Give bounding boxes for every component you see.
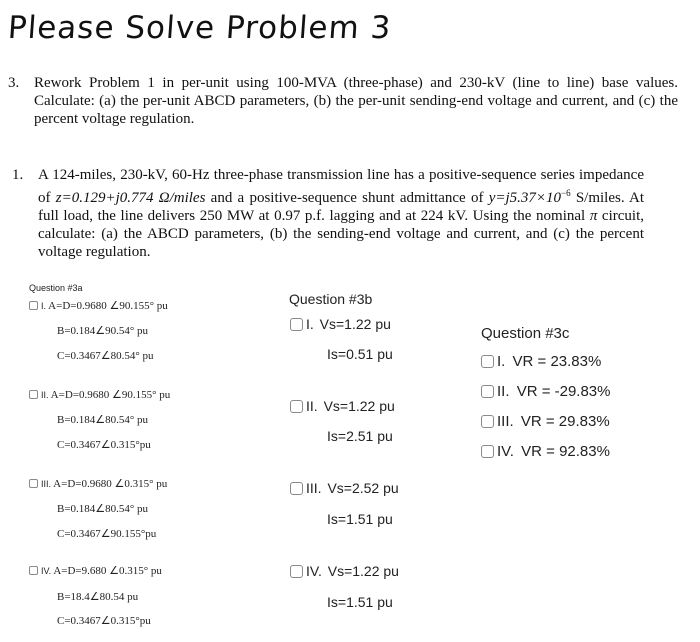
q3c-option-4-text: VR = 92.83% xyxy=(521,443,610,460)
q3a-option-2-label: II. xyxy=(41,390,49,400)
q3b-option-4[interactable] xyxy=(290,563,399,579)
q3a-option-1-line-c: C=0.3467∠80.54° pu xyxy=(57,350,154,362)
q3c-option-4-checkbox[interactable] xyxy=(481,445,494,458)
q3a-option-4-checkbox[interactable] xyxy=(29,566,38,575)
q3a-option-1[interactable] xyxy=(29,299,168,312)
problem-1-text xyxy=(38,166,644,261)
problem-1-text-d: circuit, calculate: (a) the ABCD parameters, (b) the sending-end voltage and current, and (c) the percent voltage regulation. xyxy=(38,208,644,260)
q3b-option-4-vs: Vs=1.22 pu xyxy=(327,563,399,579)
q3c-option-3-text: VR = 29.83% xyxy=(520,413,610,430)
q3c-option-4[interactable] xyxy=(481,443,610,460)
handwritten-title: Please Solve Problem 3 xyxy=(6,10,393,46)
q3b-option-1-label: I. xyxy=(306,316,314,332)
q3a-option-2-line-a: A=D=0.9680 ∠90.155° pu xyxy=(50,389,171,401)
q3a-option-2-line-b: B=0.184∠80.54° pu xyxy=(57,414,149,426)
q3b-option-3-vs: Vs=2.52 pu xyxy=(327,480,399,496)
problem-3-text: Rework Problem 1 in per-unit using 100-MVA (three-phase) and 230-kV (line to line) base values. Calculate: (a) the per-unit ABCD parameters, (b) the per-unit sending-end voltage and current, and (c) the percent voltage regulation. xyxy=(34,75,678,127)
q3a-option-1-label: I. xyxy=(41,301,47,311)
q3c-option-1[interactable] xyxy=(481,353,601,370)
q3a-option-2[interactable] xyxy=(29,388,170,401)
problem-1 xyxy=(12,166,645,260)
q3c-option-2-label: II. xyxy=(497,383,510,400)
q3b-option-2-is: Is=2.51 pu xyxy=(327,428,393,444)
q3a-option-4-line-a: A=D=9.680 ∠0.315° pu xyxy=(53,565,162,577)
q3c-option-1-text: VR = 23.83% xyxy=(512,353,602,370)
q3a-option-1-line-b: B=0.184∠90.54° pu xyxy=(57,325,149,337)
q3b-option-2-vs: Vs=1.22 pu xyxy=(323,398,395,414)
q3c-option-2[interactable] xyxy=(481,383,611,400)
q3a-option-4[interactable] xyxy=(29,564,162,577)
problem-3-number: 3. xyxy=(8,75,20,91)
problem-1-text-c: S/miles. At full load, the line delivers 250 MW at 0.97 p.f. lagging and at 224 kV. Using the nominal xyxy=(38,190,645,224)
q3a-option-3-line-a: A=D=0.9680 ∠0.315° pu xyxy=(53,478,168,490)
q3c-option-3-checkbox[interactable] xyxy=(481,415,494,428)
q3a-option-2-line-c: C=0.3467∠0.315°pu xyxy=(57,439,151,451)
q3b-option-3[interactable] xyxy=(290,480,399,496)
q3a-option-3[interactable] xyxy=(29,477,167,490)
problem-1-text-b: and a positive-sequence shunt admittance of xyxy=(205,190,489,206)
question-3a-title: Question #3a xyxy=(29,283,83,293)
q3b-option-4-checkbox[interactable] xyxy=(290,565,303,578)
q3a-option-4-line-b: B=18.4∠80.54 pu xyxy=(57,591,139,603)
q3b-option-1-checkbox[interactable] xyxy=(290,318,303,331)
q3b-option-2-label: II. xyxy=(306,398,318,414)
problem-3 xyxy=(8,74,678,134)
q3a-option-3-label: III. xyxy=(41,479,52,489)
q3b-option-1-is: Is=0.51 pu xyxy=(327,346,393,362)
q3a-option-3-line-b: B=0.184∠80.54° pu xyxy=(57,503,149,515)
q3b-option-4-is: Is=1.51 pu xyxy=(327,594,393,610)
q3c-option-3-label: III. xyxy=(497,413,514,430)
q3b-option-4-label: IV. xyxy=(306,563,322,579)
question-3b-title: Question #3b xyxy=(289,291,373,307)
q3a-option-2-checkbox[interactable] xyxy=(29,390,38,399)
q3c-option-1-label: I. xyxy=(497,353,506,370)
admittance-expression: y=j5.37×10 xyxy=(488,190,562,206)
q3a-option-3-line-c: C=0.3467∠90.155°pu xyxy=(57,528,157,540)
q3a-option-4-label: IV. xyxy=(41,566,52,576)
q3c-option-2-checkbox[interactable] xyxy=(481,385,494,398)
impedance-expression: z=0.129+j0.774 Ω/miles xyxy=(55,190,206,206)
q3b-option-2-checkbox[interactable] xyxy=(290,400,303,413)
q3a-option-4-line-c: C=0.3467∠0.315°pu xyxy=(57,615,151,627)
problem-1-number: 1. xyxy=(12,167,24,183)
q3c-option-3[interactable] xyxy=(481,413,610,430)
admittance-exponent: −6 xyxy=(561,188,571,198)
q3b-option-3-label: III. xyxy=(306,480,322,496)
q3b-option-2[interactable] xyxy=(290,398,395,414)
q3c-option-4-label: IV. xyxy=(497,443,514,460)
question-3c-title: Question #3c xyxy=(481,325,570,342)
q3c-option-2-text: VR = -29.83% xyxy=(516,383,611,400)
q3b-option-1[interactable] xyxy=(290,316,391,332)
q3c-option-1-checkbox[interactable] xyxy=(481,355,494,368)
q3a-option-1-line-a: A=D=0.9680 ∠90.155° pu xyxy=(48,300,168,312)
q3b-option-3-is: Is=1.51 pu xyxy=(327,511,393,527)
q3b-option-1-vs: Vs=1.22 pu xyxy=(319,316,391,332)
pi-symbol: π xyxy=(589,208,598,224)
q3a-option-1-checkbox[interactable] xyxy=(29,301,38,310)
q3b-option-3-checkbox[interactable] xyxy=(290,482,303,495)
problem-1-text-a: A 124-miles, 230-kV, 60-Hz three-phase transmission line has a positive-sequence series impedance of xyxy=(38,167,644,206)
q3a-option-3-checkbox[interactable] xyxy=(29,479,38,488)
